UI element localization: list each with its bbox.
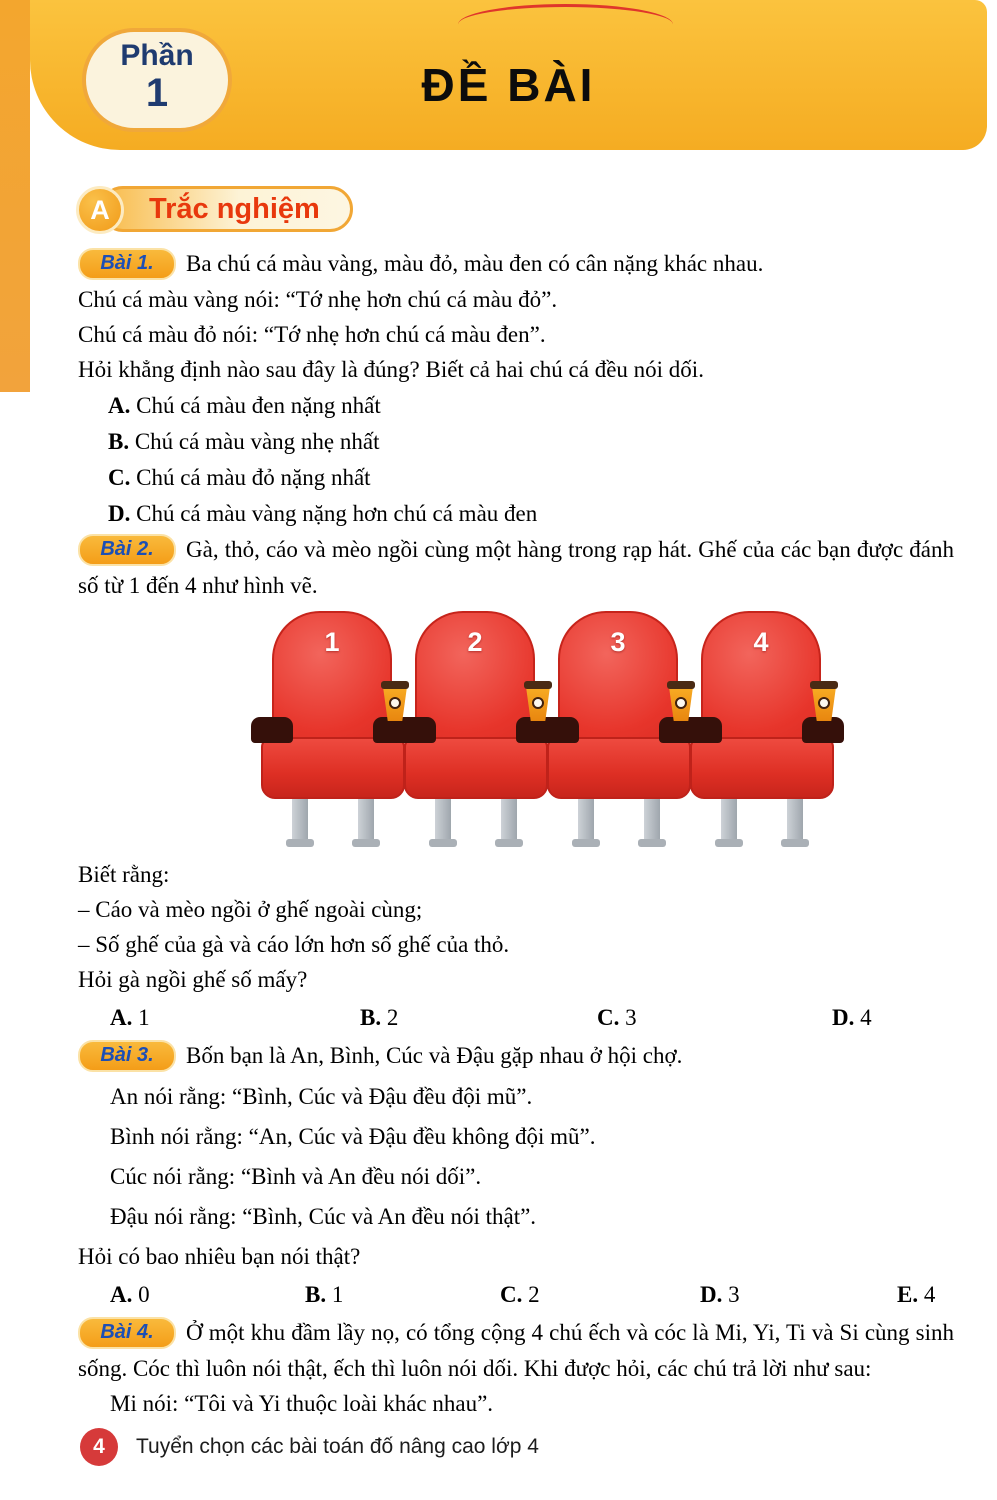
theater-seats-illustration [258, 611, 844, 853]
problem-1-question: Hỏi khẳng định nào sau đây là đúng? Biết cả hai chú cá đều nói dối. [78, 357, 704, 382]
seat-number: 3 [610, 627, 626, 657]
problem-2-intro-text: Gà, thỏ, cáo và mèo ngồi cùng một hàng trong rạp hát. Ghế của các bạn được đánh số từ 1 đến 4 như hình vẽ. [78, 537, 954, 598]
problem-2-intro-line [78, 532, 954, 603]
problem-1-line: Chú cá màu đỏ nói: “Tớ nhẹ hơn chú cá màu đen”. [78, 322, 546, 347]
section-title: Trắc nghiệm [100, 186, 353, 232]
part-number: 1 [145, 71, 169, 115]
problem-2-options-row [110, 1000, 954, 1035]
footer-book-title: Tuyển chọn các bài toán đố nâng cao lớp 4 [136, 1435, 539, 1458]
problem-1-intro-line [78, 246, 954, 282]
seat-2 [401, 611, 551, 849]
seat-leg [578, 799, 594, 841]
problem-4-intro-text: Ở một khu đầm lầy nọ, có tổng cộng 4 chú ếch và cóc là Mi, Yi, Ti và Si cùng sinh sống. Cóc thì luôn nói thật, ếch thì luôn nói dối. Khi được hỏi, các chú trả lời như sau: [78, 1320, 954, 1381]
problem-3-option-e: E. 4 [897, 1282, 936, 1307]
page-footer [80, 1428, 539, 1466]
problem-1-line: Chú cá màu vàng nói: “Tớ nhẹ hơn chú cá màu đỏ”. [78, 287, 558, 312]
problem-3-option-d: D. 3 [700, 1282, 740, 1307]
section-heading [76, 186, 353, 236]
problem-4-badge: Bài 4. [78, 1317, 176, 1349]
seat-cushion [547, 737, 691, 799]
left-orange-stripe [0, 0, 30, 392]
seat-leg [644, 799, 660, 841]
problem-2-condition: – Số ghế của gà và cáo lớn hơn số ghế của thỏ. [78, 932, 510, 957]
problem-3-intro-line [78, 1038, 954, 1074]
problem-3-intro-text: Bốn bạn là An, Bình, Cúc và Đậu gặp nhau ở hội chợ. [186, 1043, 683, 1068]
problem-3-option-a: A. 0 [110, 1282, 150, 1307]
section-letter-badge: A [76, 186, 124, 234]
problem-2-option-d: D. 4 [832, 1005, 872, 1030]
problem-3-statement: An nói rằng: “Bình, Cúc và Đậu đều đội mũ”. [110, 1084, 533, 1109]
decorative-red-arc [458, 4, 673, 45]
problem-4-statement: Mi nói: “Tôi và Yi thuộc loài khác nhau”. [110, 1391, 494, 1416]
seat-cushion [404, 737, 548, 799]
drink-cup-icon [382, 681, 408, 721]
seat-leg [721, 799, 737, 841]
problem-1-badge: Bài 1. [78, 248, 176, 280]
problem-2-condition: – Cáo và mèo ngồi ở ghế ngoài cùng; [78, 897, 423, 922]
seat-leg [787, 799, 803, 841]
problem-1-option-b: B. Chú cá màu vàng nhẹ nhất [108, 429, 380, 454]
problem-1-option-d: D. Chú cá màu vàng nặng hơn chú cá màu đen [108, 501, 538, 526]
problem-2-option-a: A. 1 [110, 1005, 150, 1030]
seat-number: 2 [467, 627, 483, 657]
problem-4-intro-line [78, 1315, 954, 1386]
page-content [78, 246, 954, 1421]
problem-3-badge: Bài 3. [78, 1040, 176, 1072]
drink-cup-icon [811, 681, 837, 721]
seat-number: 4 [753, 627, 769, 657]
problem-2-know-label: Biết rằng: [78, 862, 170, 887]
page-title: ĐỀ BÀI [421, 59, 596, 111]
drink-cup-icon [668, 681, 694, 721]
seat-leg [435, 799, 451, 841]
problem-3-statement: Cúc nói rằng: “Bình và An đều nói dối”. [110, 1164, 482, 1189]
seat-armrest [251, 717, 293, 743]
problem-3-statement: Bình nói rằng: “An, Cúc và Đậu đều không đội mũ”. [110, 1124, 596, 1149]
problem-1-option-a: A. Chú cá màu đen nặng nhất [108, 393, 381, 418]
seat-leg [358, 799, 374, 841]
seat-cushion [261, 737, 405, 799]
seat-leg [501, 799, 517, 841]
problem-3-question: Hỏi có bao nhiêu bạn nói thật? [78, 1244, 361, 1269]
problem-3-options-row [110, 1277, 954, 1312]
header-band [30, 0, 987, 150]
seat-number: 1 [324, 627, 340, 657]
problem-2-question: Hỏi gà ngồi ghế số mấy? [78, 967, 308, 992]
problem-3-option-c: C. 2 [500, 1282, 540, 1307]
problem-2-option-c: C. 3 [597, 1005, 637, 1030]
seat-leg [292, 799, 308, 841]
problem-3-statement: Đậu nói rằng: “Bình, Cúc và An đều nói thật”. [110, 1204, 537, 1229]
drink-cup-icon [525, 681, 551, 721]
problem-1-intro-text: Ba chú cá màu vàng, màu đỏ, màu đen có cân nặng khác nhau. [186, 251, 764, 276]
seat-cushion [690, 737, 834, 799]
seat-3 [544, 611, 694, 849]
part-label: Phần [120, 39, 194, 72]
seat-4 [687, 611, 837, 849]
page-number-badge: 4 [80, 1428, 118, 1466]
problem-1-option-c: C. Chú cá màu đỏ nặng nhất [108, 465, 371, 490]
seat-1 [258, 611, 408, 849]
problem-2-option-b: B. 2 [360, 1005, 399, 1030]
problem-3-option-b: B. 1 [305, 1282, 344, 1307]
problem-2-badge: Bài 2. [78, 534, 176, 566]
